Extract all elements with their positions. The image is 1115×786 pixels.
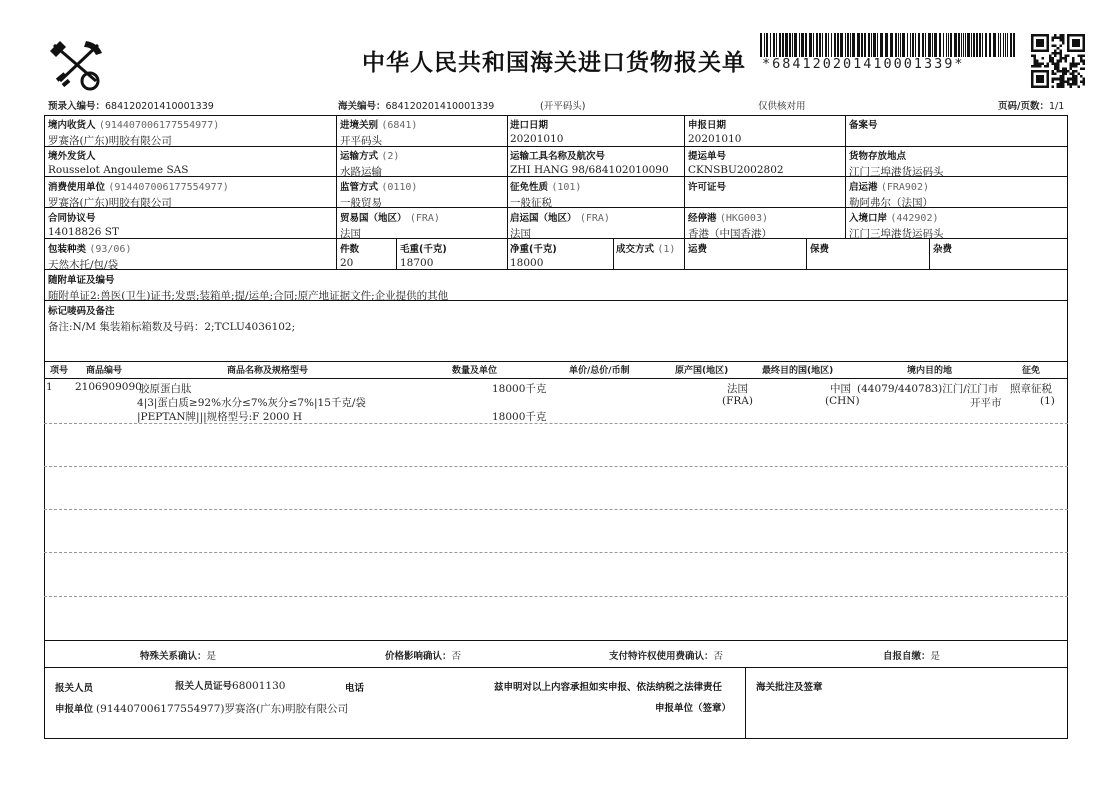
column-divider <box>806 238 807 269</box>
divider <box>44 378 1068 379</box>
column-divider <box>336 238 337 269</box>
declarant-number: 报关人员证号68001130 <box>175 680 286 692</box>
supervision-mode-field: 监管方式 (0110) 一般贸易 <box>340 182 418 209</box>
record-number-field: 备案号 <box>849 120 878 131</box>
goods-code: 2106909090 <box>75 381 142 393</box>
transport-mode-field: 运输方式 (2) 水路运输 <box>340 151 400 178</box>
pre-entry-number: 预录入编号：684120201410001339 <box>48 101 214 112</box>
goods-row-divider <box>44 466 1068 467</box>
entry-port-field: 入境口岸 (442902) 江门三埠港货运码头 <box>849 213 944 240</box>
goods-row-divider <box>44 552 1068 553</box>
goods-header-domestic-destination: 境内目的地 <box>907 366 953 376</box>
tax-nature-field: 征免性质 (101) 一般征税 <box>510 182 582 209</box>
pieces-field: 件数 20 <box>340 244 360 269</box>
column-divider <box>396 238 397 269</box>
departure-port-field: 启运港 (FRA902) 勒阿弗尔（法国） <box>849 182 933 209</box>
attached-documents-field: 随附单证及编号 随附单证2:兽医(卫生)证书;发票;装箱单;提/运单;合同;原产地证据文件;企业提供的其他 <box>48 275 449 302</box>
transit-port-field: 经停港 (HKG003) 香港（中国香港） <box>688 213 772 240</box>
customs-number: 海关编号：684120201410001339 <box>338 101 495 112</box>
for-check-note: 仅供核对用 <box>758 101 806 112</box>
bill-of-lading-field: 提运单号 CKNSBU2002802 <box>688 151 784 176</box>
goods-domestic-destination: (44079/440783)江门/江门市 <box>857 383 999 395</box>
goods-quantity: 18000千克 <box>492 383 547 395</box>
page-count: 页码/页数：1/1 <box>998 101 1065 112</box>
customs-emblem-logo <box>46 37 106 93</box>
contract-field: 合同协议号 14018826 ST <box>48 213 119 238</box>
port-note: (开平码头) <box>540 101 586 112</box>
entry-customs-field: 进境关别 (6841) 开平码头 <box>340 120 418 147</box>
declaring-unit-seal-label: 申报单位（签章） <box>655 703 732 714</box>
column-divider <box>684 238 685 269</box>
goods-origin: 法国 <box>727 383 748 395</box>
consumer-unit-field: 消费使用单位 (914407006177554977) 罗赛洛(广东)明胶有限公司 <box>48 182 229 209</box>
vessel-field: 运输工具名称及航次号 ZHI HANG 98/684102010090 <box>510 151 669 176</box>
goods-row-divider <box>44 596 1068 597</box>
self-report-confirm: 自报自缴：是 <box>883 651 941 662</box>
column-divider <box>336 115 337 238</box>
import-date-field: 进口日期 20201010 <box>510 120 564 145</box>
divider <box>44 667 1068 668</box>
goods-origin-code: (FRA) <box>722 395 753 407</box>
goods-header-code: 商品编号 <box>86 366 123 376</box>
goods-spec-line1: 4|3|蛋白质≥92%水分≤7%灰分≤7%|15千克/袋 <box>137 397 366 409</box>
goods-quantity-legal: 18000千克 <box>492 411 547 423</box>
goods-header-tax: 征免 <box>1022 366 1041 376</box>
phone-label: 电话 <box>345 683 365 694</box>
goods-item-no: 1 <box>46 381 53 393</box>
origin-country-field: 启运国（地区） (FRA) 法国 <box>510 213 610 240</box>
goods-tax-code: (1) <box>1040 395 1055 407</box>
price-influence-confirm: 价格影响确认：否 <box>385 651 462 662</box>
column-divider <box>507 238 508 269</box>
marks-remarks-field: 标记唛码及备注 备注:N/M 集装箱标箱数及号码：2;TCLU4036102; <box>48 306 296 333</box>
gross-weight-field: 毛重(千克) 18700 <box>400 244 447 269</box>
royalty-confirm: 支付特许权使用费确认：否 <box>609 651 724 662</box>
goods-row-divider <box>44 509 1068 510</box>
declaration-statement: 兹申明对以上内容承担如实申报、依法纳税之法律责任 <box>494 682 723 693</box>
goods-header-destination: 最终目的国(地区) <box>762 366 834 376</box>
column-divider <box>845 115 846 238</box>
insurance-field: 保费 <box>810 244 830 255</box>
goods-spec-line2: |PEPTAN牌|||规格型号:F 2000 H <box>137 411 303 423</box>
column-divider <box>929 238 930 269</box>
document-title: 中华人民共和国海关进口货物报关单 <box>362 50 746 76</box>
trade-country-field: 贸易国（地区） (FRA) 法国 <box>340 213 440 240</box>
goods-header-origin: 原产国(地区) <box>675 366 729 376</box>
net-weight-field: 净重(千克) 18000 <box>510 244 557 269</box>
goods-domestic-destination-2: 开平市 <box>970 397 1002 409</box>
consignee-field: 境内收货人 (914407006177554977) 罗赛洛(广东)明胶有限公司 <box>48 120 220 147</box>
declaring-unit: 申报单位 (914407006177554977)罗赛洛(广东)明胶有限公司 <box>55 703 349 715</box>
freight-field: 运费 <box>688 244 708 255</box>
package-type-field: 包装种类 (93/06) 天然木托/包/袋 <box>48 244 132 271</box>
goods-header-name: 商品名称及规格型号 <box>227 366 309 376</box>
column-divider <box>613 238 614 269</box>
column-divider <box>745 667 746 739</box>
declarant-label: 报关人员 <box>55 683 94 694</box>
shipper-field: 境外发货人 Rousselot Angouleme SAS <box>48 151 189 176</box>
goods-header-quantity: 数量及单位 <box>452 366 498 376</box>
barcode <box>760 33 1018 57</box>
declare-date-field: 申报日期 20201010 <box>688 120 742 145</box>
divider <box>44 361 1068 362</box>
goods-header-item-no: 项号 <box>50 366 69 376</box>
storage-location-field: 货物存放地点 江门三埠港货运码头 <box>849 151 944 178</box>
special-relation-confirm: 特殊关系确认：是 <box>140 651 217 662</box>
goods-destination: 中国 <box>830 383 851 395</box>
column-divider <box>507 115 508 238</box>
goods-destination-code: (CHN) <box>825 395 860 407</box>
column-divider <box>684 115 685 238</box>
barcode-text: *684120201410001339* <box>762 56 965 72</box>
divider <box>44 640 1068 641</box>
deal-mode-field: 成交方式 (1) <box>616 244 676 255</box>
qr-code <box>1031 34 1085 88</box>
customs-approval-label: 海关批注及签章 <box>756 682 823 693</box>
goods-header-price: 单价/总价/币制 <box>569 366 630 376</box>
divider <box>44 269 1068 270</box>
goods-name: 胶原蛋白肽 <box>139 383 192 395</box>
misc-fee-field: 杂费 <box>933 244 953 255</box>
license-field: 许可证号 <box>688 182 727 193</box>
goods-tax-mode: 照章征税 <box>1010 383 1052 395</box>
